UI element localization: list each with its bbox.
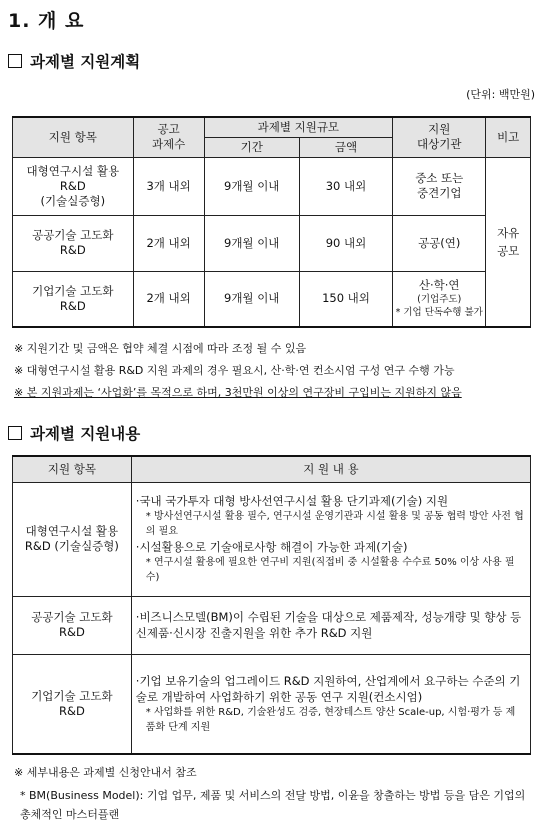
table-row: 기업기술 고도화 R&D ·기업 보유기술의 업그레이드 R&D 지원하여, 산업계에서 요구하는 수준의 기술로 개발하여 사업화하기 위한 공동 연구 지원(컨소시엄) * 사업화를 위한 R&D, 기술완성도 검증, 현장테스트 양산 Scale-up, 시험·평가 등 제품화 단계 지원	[13, 654, 531, 754]
remark-cell: 자유 공모	[486, 157, 531, 327]
support-plan-table	[12, 116, 531, 328]
support-content-table	[12, 455, 531, 755]
checkbox-square-icon	[8, 54, 22, 68]
table-row: 대형연구시설 활용 R&D (기술실증형) 3개 내외 9개월 이내 30 내외 중소 또는 중견기업 자유 공모	[13, 157, 531, 215]
th-remark: 비고	[486, 117, 531, 157]
page-title: 1. 개 요	[8, 10, 85, 32]
table-row: 대형연구시설 활용 R&D (기술실증형) ·국내 국가투자 대형 방사선연구시설 활용 단기과제(기술) 지원 * 방사선연구시설 활용 필수, 연구시설 운영기관과 시설 활용 및 공동 협력 방안 사전 협의 필요 ·시설활용으로 기술애로사항 해결이 가능한 과제(기술) * 연구시설 활용에 필요한 연구비 지원(직접비 중 시설활용 수수료 50% 이상 사용 필수)	[13, 482, 531, 596]
note-1: ※ 지원기간 및 금액은 협약 체결 시점에 따라 조정 될 수 있음	[14, 342, 307, 355]
unit-label: (단위: 백만원)	[466, 88, 535, 101]
note-2: ※ 대형연구시설 활용 R&D 지원 과제의 경우 필요시, 산·학·연 컨소시엄 구성 연구 수행 가능	[14, 364, 455, 377]
th-count: 공고 과제수	[133, 117, 204, 157]
note-3: ※ 본 지원과제는 ‘사업화’를 목적으로 하며, 3천만원 이상의 연구장비 구입비는 지원하지 않음	[14, 386, 462, 399]
section2-heading: 과제별 지원내용	[8, 422, 140, 444]
checkbox-square-icon	[8, 426, 22, 440]
th-item: 지원 항목	[13, 117, 134, 157]
note-4: ※ 세부내용은 과제별 신청안내서 참조	[14, 766, 197, 779]
table-row: 공공기술 고도화 R&D 2개 내외 9개월 이내 90 내외 공공(연)	[13, 215, 531, 271]
section1-heading: 과제별 지원계획	[8, 50, 140, 72]
table-row: 공공기술 고도화 R&D ·비즈니스모델(BM)이 수립된 기술을 대상으로 제품제작, 성능개량 및 향상 등 신제품·신시장 진출지원을 위한 추가 R&D 지원	[13, 596, 531, 654]
note-5: * BM(Business Model): 기업 업무, 제품 및 서비스의 전달 방법, 이윤을 창출하는 방법 등을 담은 기업의 총체적인 마스터플랜	[20, 789, 526, 821]
th-period: 기간	[204, 137, 299, 157]
th-target: 지원 대상기관	[393, 117, 486, 157]
table-row: 기업기술 고도화 R&D 2개 내외 9개월 이내 150 내외 산·학·연 (기업주도) * 기업 단독수행 불가	[13, 271, 531, 327]
th-item: 지원 항목	[13, 456, 132, 482]
th-scale: 과제별 지원규모	[204, 117, 393, 137]
th-amount: 금액	[299, 137, 392, 157]
th-content: 지 원 내 용	[131, 456, 530, 482]
